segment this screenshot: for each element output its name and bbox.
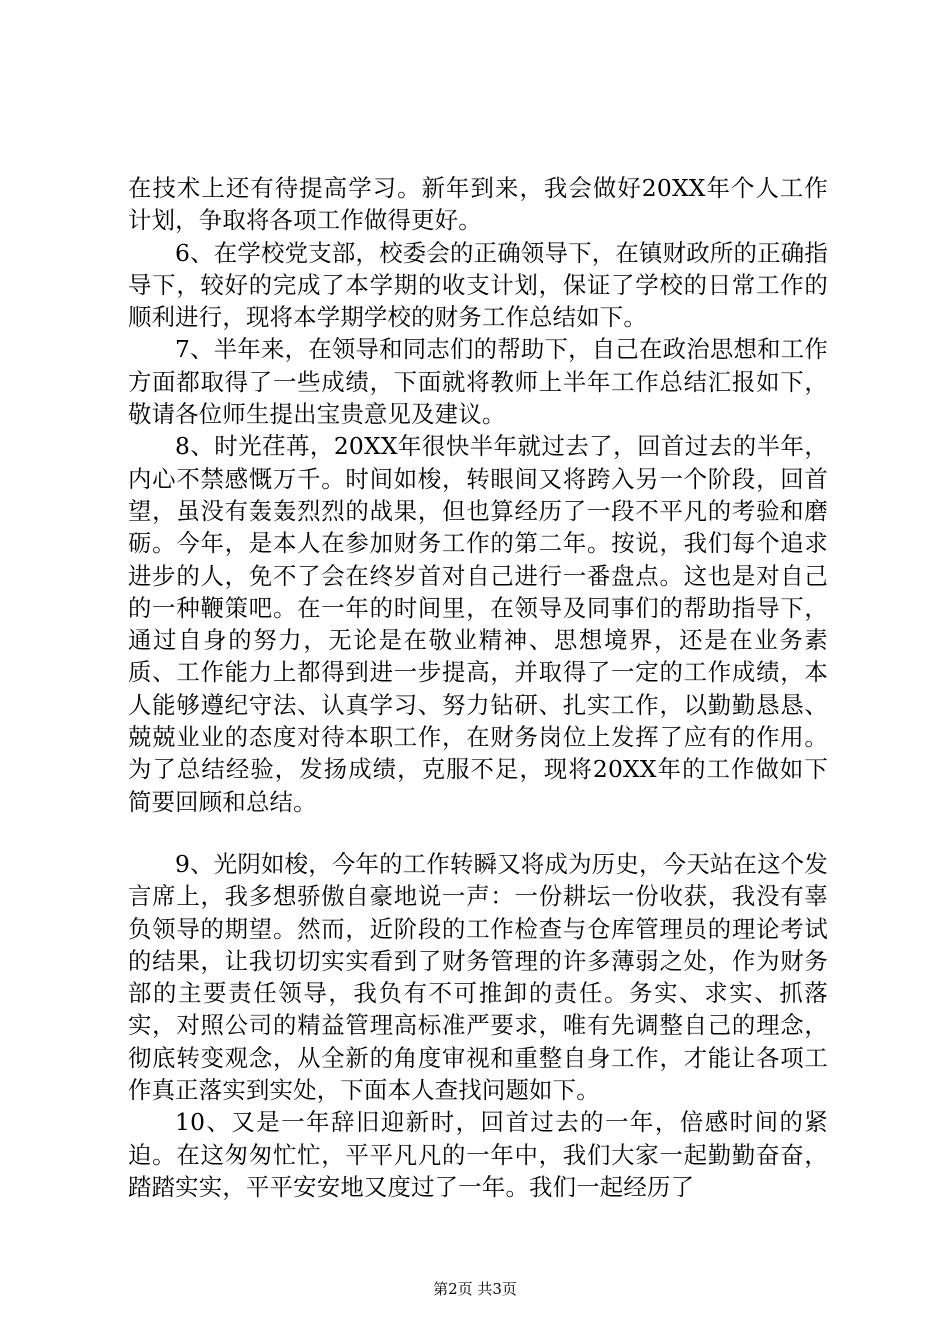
paragraph-7: 7、半年来，在领导和同志们的帮助下，自己在政治思想和工作方面都取得了一些成绩，下面就将教师上半年工作总结汇报如下，敬请各位师生提出宝贵意见及建议。 <box>128 335 828 429</box>
paragraph-9: 9、光阴如梭，今年的工作转瞬又将成为历史，今天站在这个发言席上，我多想骄傲自豪地说一声：一份耕坛一份收获，我没有辜负领导的期望。然而，近阶段的工作检查与仓库管理员的理论考试的结果，让我切切实实看到了财务管理的许多薄弱之处，作为财务部的主要责任领导，我负有不可推卸的责任。务实、求实、抓落实，对照公司的精益管理高标准严要求，唯有先调整自己的理念，彻底转变观念，从全新的角度审视和重整自身工作，才能让各项工作真正落实到实处，下面本人查找问题如下。 <box>128 849 828 1105</box>
paragraph-10: 10、又是一年辞旧迎新时，回首过去的一年，倍感时间的紧迫。在这匆匆忙忙，平平凡凡的一年中，我们大家一起勤勤奋奋，踏踏实实，平平安安地又度过了一年。我们一起经历了 <box>128 1108 828 1201</box>
page-footer <box>0 1279 950 1299</box>
page-number-label: 第2页 共3页 <box>433 1280 517 1298</box>
paragraph-8: 8、时光荏苒，20XX年很快半年就过去了，回首过去的半年，内心不禁感慨万千。时间如梭，转眼间又将跨入另一个阶段，回首望，虽没有轰轰烈烈的战果，但也算经历了一段不平凡的考验和磨砺。今年，是本人在参加财务工作的第二年。按说，我们每个追求进步的人，免不了会在终岁首对自己进行一番盘点。这也是对自己的一种鞭策吧。在一年的时间里，在领导及同事们的帮助指导下，通过自身的努力，无论是在敬业精神、思想境界，还是在业务素质、工作能力上都得到进一步提高，并取得了一定的工作成绩，本人能够遵纪守法、认真学习、努力钻研、扎实工作，以勤勤恳恳、兢兢业业的态度对待本职工作，在财务岗位上发挥了应有的作用。为了总结经验，发扬成绩，克服不足，现将20XX年的工作做如下简要回顾和总结。 <box>128 432 828 816</box>
document-body <box>128 172 828 1203</box>
paragraph-continuation: 在技术上还有待提高学习。新年到来，我会做好20XX年个人工作计划，争取将各项工作做得更好。 <box>128 174 828 235</box>
paragraph-6: 6、在学校党支部，校委会的正确领导下，在镇财政所的正确指导下，较好的完成了本学期的收支计划，保证了学校的日常工作的顺利进行，现将本学期学校的财务工作总结如下。 <box>128 238 828 332</box>
